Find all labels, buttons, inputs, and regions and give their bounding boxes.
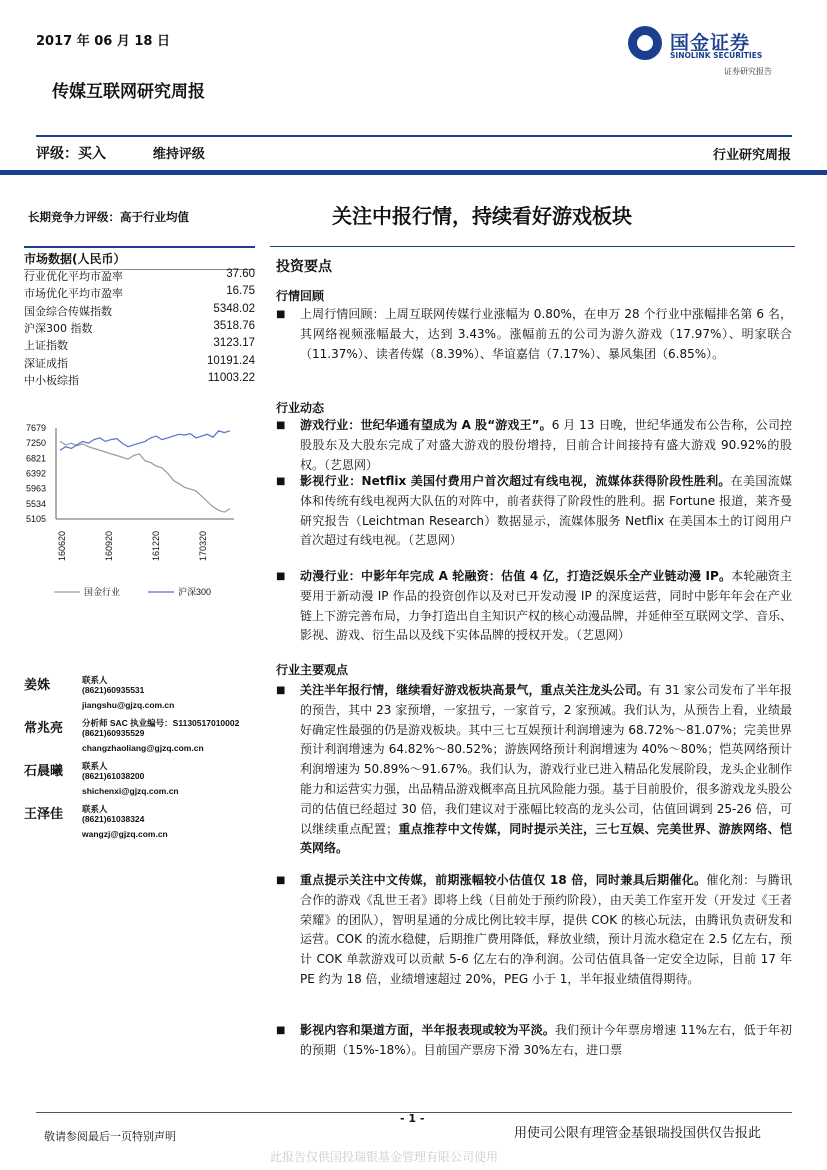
bullet-icon: ■ [276,685,286,696]
chart-x-tick-label: 170320 [198,530,208,561]
header-divider [36,135,792,137]
section-market-review: 行情回顾 [276,289,325,303]
market-data-value: 3123.17 [213,337,255,350]
section-key-views: 行业主要观点 [276,663,349,677]
market-data-label: 行业优化平均市盈率 [24,270,123,283]
bullet-icon: ■ [276,1025,286,1036]
analyst-card [24,674,264,714]
market-data-label: 市场优化平均市盈率 [24,287,123,301]
market-data-value: 10191.24 [207,354,255,367]
market-data-row [24,268,255,284]
chart-series-line-0 [60,441,230,512]
logo-subtitle: 证券研究报告 [724,67,772,76]
paragraph-half-year: ■ 关注半年报行情，继续看好游戏板块高景气，重点关注龙头公司。有 31 家公司发布了半年报的预告，其中 23 家预增，一家扭亏，一家首亏，2 家预减。我们认为，从预告上看，业绩最好确定性最强的仍是游戏板块。其中三七互娱预计利润增速为 68.72%～81.07%；完美世界预计利润增速为 64.82%～80.52%；游族网络预计利润增速为 40%～80%；恺英网络预计利润增速为 50.89%～91.67%。我们认为，游戏行业已进入精品化发展阶段，龙头企业制作能力和运营实力强，出品精品游戏概率高且抗风险能力强。基于目前股价，很多游戏龙头股公司的估值已经超过 30 倍，我们建议对于涨幅比较高的龙头公司，估值回调到 25-26 倍，可以继续重点配置；重点推荐中文传媒，同时提示关注，三七互娱、完美世界、游族网络、恺英网络。 [276,683,793,856]
header-band [0,170,827,175]
market-data-value: 3518.76 [213,319,255,332]
market-data-value: 5348.02 [213,302,255,315]
bullet-icon: ■ [276,476,286,487]
analyst-title: 联系人 [82,761,108,771]
analyst-title: 联系人 [82,804,108,814]
rating-maintain: 维持评级 [152,147,205,162]
rating-block [36,143,205,163]
analyst-email[interactable]: jiangshu@gjzq.com.cn [82,700,175,710]
analyst-name: 姜姝 [24,678,51,693]
analyst-email[interactable]: wangzj@gjzq.com.cn [82,829,168,839]
section-industry-news: 行业动态 [276,401,325,415]
paragraph-anime-news: ■ 动漫行业：中影年年完成 A 轮融资：估值 4 亿，打造泛娱乐全产业链动漫 IP。本轮融资主要用于新动漫 IP 作品的投资创作以及对已开发动漫 IP 的深度运营，同时中影年年会在产业链上下游完善布局，力争打造出自主知识产权的核心动漫品牌，并延伸至互联网文学、音乐、影视、游戏、衍生品以及线下实体品牌的授权开发。（艺恩网） [276,569,793,643]
market-data-row [24,285,255,301]
analyst-name: 石晨曦 [24,764,64,779]
bullet-icon: ■ [276,571,286,582]
analyst-phone: (8621)61038200 [82,771,145,781]
market-data-row [24,337,255,353]
chart-series-line-1 [60,431,230,450]
chart-y-tick-label: 5105 [26,514,47,524]
chart-y-tick-label: 7250 [26,438,47,449]
market-data-row [24,320,255,336]
analyst-name: 王泽佳 [24,807,64,822]
chart-y-tick-label: 6392 [26,468,47,479]
market-data-value: 16.75 [226,285,255,298]
analyst-email[interactable]: shichenxi@gjzq.com.cn [82,786,179,796]
main-divider [270,246,795,247]
chart-y-tick-label: 5534 [26,498,47,509]
rating-label: 评级：买入 [36,146,106,162]
market-data-label: 中小板综指 [24,373,79,387]
analyst-title: 联系人 [82,675,108,685]
paragraph-market-review: ■ 上周行情回顾：上周互联网传媒行业涨幅为 0.80%，在申万 28 个行业中涨幅排名第 6 名，其网络视频涨幅最大，达到 3.43%。涨幅前五的公司为游久游戏（17.97%）、明家联合（11.37%）、读者传媒（8.39%）、华谊嘉信（7.17%）、暴风集团（6.85%）。 [276,307,792,361]
chart-y-tick-label: 7679 [26,423,47,433]
market-data-row [24,303,255,319]
bullet-icon: ■ [276,875,286,886]
market-data-row [24,372,255,388]
page-number: - 1 - [400,1112,425,1125]
chart-x-tick-label: 160620 [57,530,67,561]
analyst-phone: (8621)60935529 [82,728,145,738]
paragraph-film-news: ■ 影视行业：Netflix 美国付费用户首次超过有线电视，流媒体获得阶段性胜利。在美国流媒体和传统有线电视两大队伍的对阵中，前者获得了阶段性的胜利。据 Fortune 报道，莱齐曼研究报告（Leichtman Research）数据显示，流媒体服务 Netflix 在美国本土的订阅用户首次超过有线电视。（艺恩网） [276,474,792,548]
analyst-phone: (8621)60935531 [82,685,145,695]
footer-disclaimer: 敬请参阅最后一页特别声明 [44,1130,176,1143]
analyst-email[interactable]: changzhaoliang@gjzq.com.cn [82,743,204,753]
report-series-title: 传媒互联网研究周报 [52,82,205,102]
bullet-icon: ■ [276,309,286,320]
market-data-value: 37.60 [226,268,255,280]
market-data-label: 国金综合传媒指数 [24,304,112,318]
index-chart [20,412,260,612]
paragraph-film-content: ■ 影视内容和渠道方面，半年报表现或较为平淡。我们预计今年票房增速 11%左右，低于年初的预期（15%-18%）。目前国产票房下滑 30%左右，进口票 [276,1023,792,1057]
market-data-label: 上证指数 [24,339,68,353]
chart-x-tick-label: 160920 [104,530,114,561]
chart-y-tick-label: 6821 [26,453,47,464]
paragraph-game-news: ■ 游戏行业：世纪华通有望成为 A 股“游戏王”。6 月 13 日晚，世纪华通发布公告称，公司控股股东及大股东完成了对盛大游戏的股份增持，目前合计间接持有盛大游戏 90.92%的股权。（艺恩网） [276,418,792,472]
bullet-icon: ■ [276,420,286,431]
footer-usage-note: 用使司公限有理管金基银瑞投国供仅告报此 [514,1126,762,1141]
report-date: 2017 年 06 月 18 日 [36,34,170,49]
market-data-value: 11003.22 [207,371,255,384]
logo-name: 国金证券 [670,32,751,54]
chart-legend-label: 国金行业 [84,587,121,597]
analyst-title: 分析师 SAC 执业编号：S1130517010002 [82,718,240,728]
market-data-label: 沪深300 指数 [24,321,93,335]
market-data-title: 市场数据(人民币） [24,246,255,270]
market-data-label: 深证成指 [24,356,68,370]
analyst-card [24,717,264,757]
report-type: 行业研究周报 [712,148,791,163]
analyst-card [24,803,264,843]
summary-heading: 投资要点 [276,259,332,275]
logo-emblem-icon [628,26,662,60]
market-data-row [24,355,255,371]
long-term-rating: 长期竞争力评级：高于行业均值 [28,210,189,224]
chart-legend-label: 沪深300 [178,587,212,597]
chart-y-tick-label: 5963 [26,483,47,494]
watermark: 此报告仅供国投瑞银基金管理有限公司使用 [270,1150,499,1164]
analyst-card [24,760,264,800]
company-logo [628,24,798,84]
analyst-name: 常兆亮 [24,721,64,736]
chart-x-tick-label: 161220 [151,530,161,561]
paragraph-zhongwen: ■ 重点提示关注中文传媒，前期涨幅较小估值仅 18 倍，同时兼具后期催化。催化剂：与腾讯合作的游戏《乱世王者》即将上线（目前处于预约阶段），由天美工作室开发（开发过《王者荣耀》的团队），智明星通的分成比例比较丰厚，提供 COK 的核心玩法，由腾讯负责研发和运营。COK 的流水稳健，后期推广费用降低，释放业绩，预计月流水稳定在 2.5 亿左右，预计 COK 单款游戏可以贡献 5-6 亿左右的净利润。公司估值具备一定安全边际，目前 17 年 PE 约为 18 倍，业绩增速超过 20%，PEG 小于 1，半年报业绩值得期待。 [276,873,792,986]
logo-english-name: SINOLINK SECURITIES [670,51,763,60]
main-title: 关注中报行情，持续看好游戏板块 [332,204,632,228]
analyst-phone: (8621)61038324 [82,814,145,824]
